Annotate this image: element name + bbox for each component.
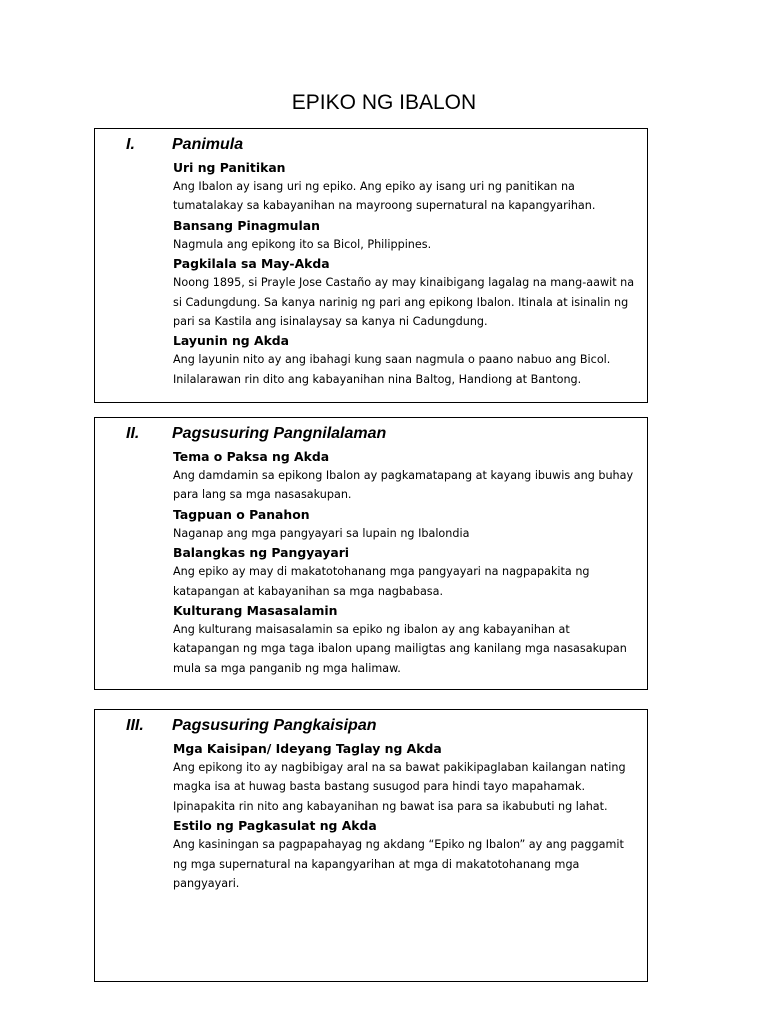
subheading-mga-kaisipan: Mga Kaisipan/ Ideyang Taglay ng Akda (173, 741, 442, 756)
paragraph-tema-o-paksa: Ang damdamin sa epikong Ibalon ay pagkamatapang at kayang ibuwis ang buhay para lang sa mga nasasakupan. (173, 469, 634, 502)
section-heading: Pagsusuring Pangkaisipan (172, 717, 377, 734)
subheading-kulturang-masasalamin: Kulturang Masasalamin (173, 603, 338, 619)
page-title: EPIKO NG IBALON (291, 91, 477, 114)
paragraph-layunin-ng-akda: Ang layunin nito ay ang ibahagi kung saan nagmula o paano nabuo ang Bicol. Inilalarawan rin dito ang kabayanihan nina Baltog, Handiong at Bantong. (173, 353, 611, 386)
subheading-estilo-ng-pagkasulat: Estilo ng Pagkasulat ng Akda (173, 818, 377, 834)
paragraph-kulturang-masasalamin: Ang kulturang maisasalamin sa epiko ng ibalon ay ang kabayanihan at katapangan ng mga taga ibalon upang mailigtas ang kanilang mga nasasakupan mula sa mga panganib ng mga halimaw. (173, 623, 627, 675)
paragraph-tagpuan-o-panahon: Naganap ang mga pangyayari sa lupain ng Ibalondia (173, 526, 470, 540)
section-heading: Pagsusuring Pangnilalaman (172, 425, 387, 442)
section-body (173, 447, 647, 678)
paragraph-bansang-pinagmulan: Nagmula ang epikong ito sa Bicol, Philippines. (173, 237, 432, 251)
section-body (173, 158, 647, 389)
section-panimula (94, 128, 648, 403)
subheading-bansang-pinagmulan: Bansang Pinagmulan (173, 217, 320, 233)
paragraph-estilo-ng-pagkasulat: Ang kasiningan sa pagpapahayag ng akdang “Epiko ng Ibalon” ay ang paggamit ng mga supernatural na kapangyarihan at mga di makatotohanang mga pangyayari. (173, 838, 624, 891)
paragraph-uri-ng-panitikan: Ang Ibalon ay isang uri ng epiko. Ang epiko ay isang uri ng panitikan na tumatalakay sa kabayanihan na mayroong supernatural na kapangyarihan. (173, 180, 596, 213)
section-pagsusuring-pangkaisipan (94, 709, 648, 982)
section-pagsusuring-pangnilalaman (94, 417, 648, 690)
section-numeral: III. (126, 717, 144, 734)
subheading-tema-o-paksa: Tema o Paksa ng Akda (173, 449, 330, 464)
section-heading: Panimula (172, 136, 244, 153)
section-numeral: I. (126, 136, 135, 153)
section-numeral: II. (126, 425, 140, 442)
subheading-layunin-ng-akda: Layunin ng Akda (173, 333, 290, 349)
subheading-uri-ng-panitikan: Uri ng Panitikan (173, 160, 286, 175)
paragraph-balangkas-ng-pangyayari: Ang epiko ay may di makatotohanang mga pangyayari na nagpapakita ng katapangan at kabayanihan sa mga nagbabasa. (173, 565, 590, 598)
section-body (173, 739, 647, 893)
subheading-pagkilala-sa-may-akda: Pagkilala sa May-Akda (173, 256, 330, 272)
subheading-tagpuan-o-panahon: Tagpuan o Panahon (173, 506, 310, 522)
paragraph-mga-kaisipan: Ang epikong ito ay nagbibigay aral na sa bawat pakikipaglaban kailangan nating magka isa at huwag basta bastang susugod para hindi tayo mapahamak. Ipinapakita rin nito ang kabayanihan ng bawat isa para sa ikabubuti ng lahat. (173, 761, 626, 813)
subheading-balangkas-ng-pangyayari: Balangkas ng Pangyayari (173, 545, 350, 561)
paragraph-pagkilala-sa-may-akda: Noong 1895, si Prayle Jose Castaño ay may kinaibigang lagalag na mang-aawit na si Cadungdung. Sa kanya narinig ng pari ang epikong Ibalon. Itinala at isinalin ng pari sa Kastila ang isinalaysay sa kanya ni Cadungdung. (173, 276, 635, 329)
